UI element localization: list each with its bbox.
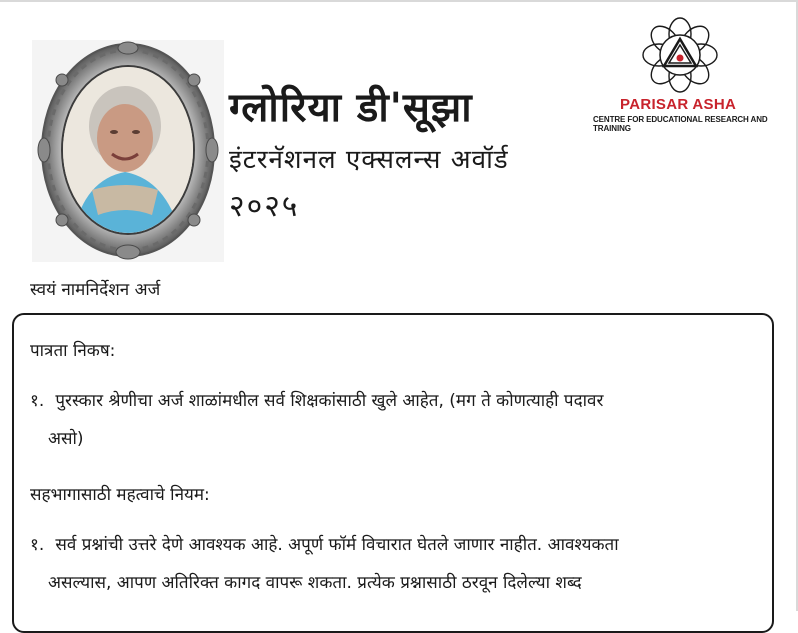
item-text: पुरस्कार श्रेणीचा अर्ज शाळांमधील सर्व शिक्षकांसाठी खुले आहेत, (मग ते कोणत्याही पदावर — [55, 391, 604, 411]
logo-name: PARISAR ASHA — [620, 96, 737, 113]
award-year: २०२५ — [229, 189, 300, 224]
rules-item — [30, 526, 760, 602]
item-text: सर्व प्रश्नांची उत्तरे देणे आवश्यक आहे. अपूर्ण फॉर्म विचारात घेतले जाणार नाहीत. आवश्यकता — [55, 535, 619, 555]
item-text-continued: असल्यास, आपण अतिरिक्त कागद वापरू शकता. प्रत्येक प्रश्नासाठी ठरवून दिलेल्या शब्द — [48, 573, 582, 593]
portrait-photo — [32, 40, 224, 262]
award-subtitle: इंटरनॅशनल एक्सलन्स अवॉर्ड — [229, 145, 509, 175]
item-text-continued: असो) — [48, 429, 84, 449]
page-edge — [0, 0, 798, 2]
eligibility-item — [30, 382, 760, 458]
parisar-asha-logo-icon — [639, 14, 721, 96]
form-title: स्वयं नामनिर्देशन अर्ज — [30, 280, 161, 300]
award-title: ग्लोरिया डी'सूझा — [229, 85, 473, 131]
item-number: १. — [30, 535, 45, 555]
item-number: १. — [30, 391, 45, 411]
eligibility-heading: पात्रता निकष: — [30, 341, 116, 361]
ornate-oval-frame-icon — [32, 40, 224, 262]
logo-tagline: CENTRE FOR EDUCATIONAL RESEARCH AND TRAINING — [593, 115, 768, 133]
rules-heading: सहभागासाठी महत्वाचे नियम: — [30, 485, 210, 505]
